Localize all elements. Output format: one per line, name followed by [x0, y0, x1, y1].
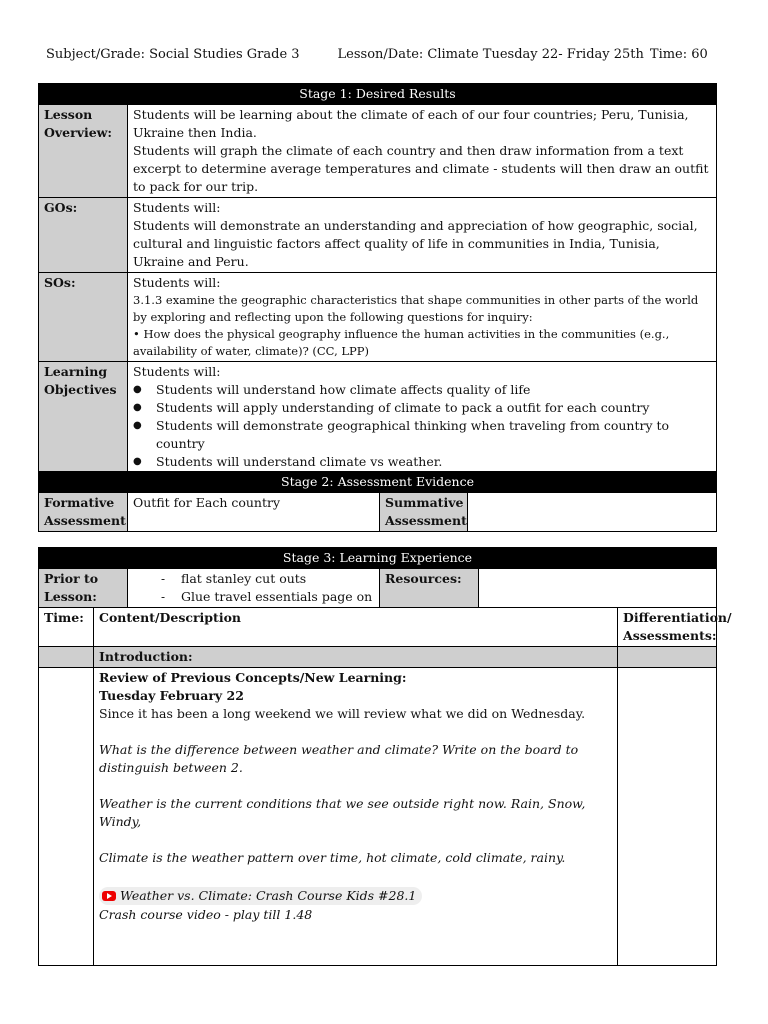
formative-label: Formative Assessment	[39, 493, 128, 532]
stage3-title: Stage 3: Learning Experience	[39, 548, 717, 569]
sos-text1: 3.1.3 examine the geographic characteristics that shape communities in other parts of the world by exploring and reflecting upon the following questions for inquiry:	[133, 293, 699, 324]
date-heading: Tuesday February 22	[99, 688, 244, 703]
lesson-date: Lesson/Date: Climate Tuesday 22- Friday 25th	[337, 47, 644, 62]
review-time-cell	[39, 668, 94, 966]
content-header: Content/Description	[94, 608, 618, 647]
gos-intro: Students will:	[133, 200, 221, 215]
prior-label: Prior to Lesson:	[39, 569, 128, 608]
list-item: ● Students will demonstrate geographical thinking when traveling from country to country	[152, 417, 711, 453]
sos-content	[128, 273, 717, 362]
resources-value	[479, 569, 717, 608]
video-link-text: Weather vs. Climate: Crash Course Kids #28.1	[120, 888, 417, 903]
review-diff-cell	[618, 668, 717, 966]
stage3-table	[38, 547, 732, 966]
stage2-title: Stage 2: Assessment Evidence	[39, 472, 717, 493]
resources-label: Resources:	[380, 569, 479, 608]
youtube-icon	[102, 891, 116, 901]
summative-label: Summative Assessment	[380, 493, 468, 532]
lesson-overview-line2: Students will graph the climate of each country and then draw information from a text excerpt to determine average temperatures and climate - students will then draw an outfit to pack for our trip.	[133, 143, 709, 194]
subject-grade: Subject/Grade: Social Studies Grade 3	[46, 47, 300, 62]
learning-objectives-content	[128, 362, 717, 473]
prior-list	[133, 570, 374, 606]
gos-label: GOs:	[39, 198, 128, 273]
review-content	[94, 668, 618, 966]
lesson-overview-label: Lesson Overview:	[39, 105, 128, 198]
lesson-overview-line1: Students will be learning about the climate of each of our four countries; Peru, Tunisia, Ukraine then India.	[133, 107, 689, 140]
learning-objectives-intro: Students will:	[133, 364, 221, 379]
stage1-title: Stage 1: Desired Results	[39, 84, 717, 105]
list-item: - flat stanley cut outs	[177, 570, 374, 588]
introduction-time-cell	[39, 647, 94, 668]
review-text: Since it has been a long weekend we will review what we did on Wednesday.	[99, 706, 586, 721]
list-item: ● Students will understand climate vs weather.	[152, 453, 711, 471]
video-note: Crash course video - play till 1.48	[99, 907, 313, 922]
climate-definition: Climate is the weather pattern over time, hot climate, cold climate, rainy.	[99, 850, 566, 865]
introduction-diff-cell	[618, 647, 717, 668]
lesson-header	[46, 47, 708, 62]
stage2-table	[38, 471, 717, 532]
list-item: ● Students will understand how climate affects quality of life	[152, 381, 711, 399]
sos-intro: Students will:	[133, 275, 221, 290]
prior-content	[128, 569, 380, 608]
learning-objectives-list	[133, 381, 711, 471]
lesson-time: Time: 60	[649, 47, 708, 62]
list-item: - Glue travel essentials page on	[177, 588, 374, 606]
weather-climate-question: What is the difference between weather and climate? Write on the board to distinguish between 2.	[99, 742, 579, 775]
video-link-chip[interactable]	[99, 887, 422, 905]
differentiation-header: Differentiation/ Assessments:	[618, 608, 717, 647]
lesson-overview-content	[128, 105, 717, 198]
sos-label: SOs:	[39, 273, 128, 362]
sos-text2: • How does the physical geography influence the human activities in the communities (e.g., availability of water, climate)? (CC, LPP)	[133, 327, 670, 358]
weather-definition: Weather is the current conditions that we see outside right now. Rain, Snow, Windy,	[99, 796, 586, 829]
time-header: Time:	[39, 608, 94, 647]
summative-value	[468, 493, 717, 532]
formative-value: Outfit for Each country	[128, 493, 380, 532]
gos-content	[128, 198, 717, 273]
gos-text: Students will demonstrate an understanding and appreciation of how geographic, social, cultural and linguistic factors affect quality of life in communities in India, Tunisia, Ukraine and Peru.	[133, 218, 698, 269]
stage1-table	[38, 83, 717, 473]
introduction-label: Introduction:	[94, 647, 618, 668]
review-heading: Review of Previous Concepts/New Learning:	[99, 670, 407, 685]
list-item: ● Students will apply understanding of climate to pack a outfit for each country	[152, 399, 711, 417]
learning-objectives-label: Learning Objectives	[39, 362, 128, 473]
